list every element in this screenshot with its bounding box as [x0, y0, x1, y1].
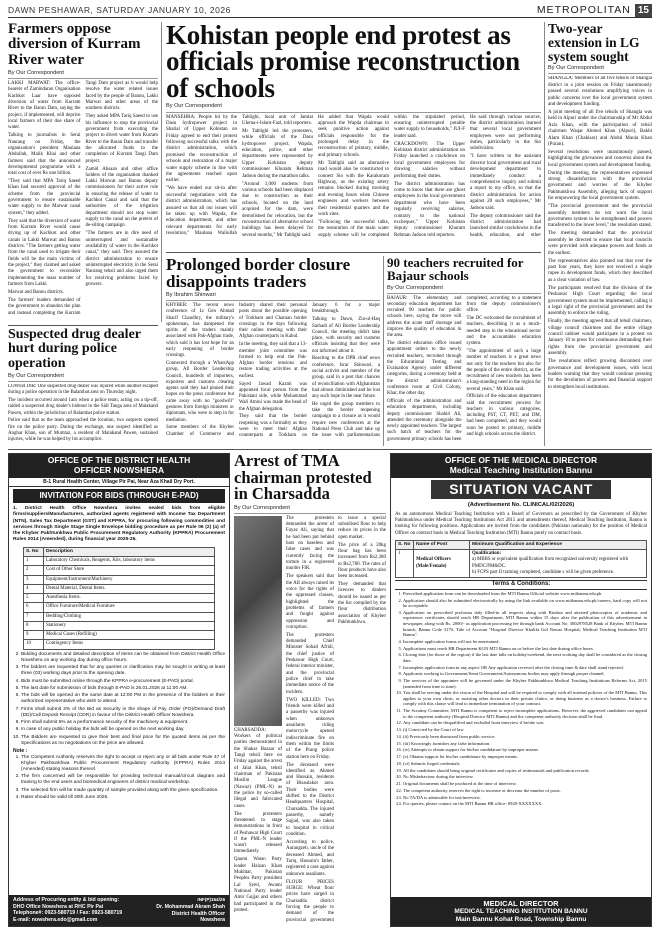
list-item: 12. Any candidate can be disqualified and excluded from interview if he/she was: — [403, 720, 647, 726]
ad-right-footer-1: MEDICAL DIRECTOR — [483, 899, 559, 909]
paragraph: Talking to Dawn, Zia-ul-Haq Sarhadi of All Border Leadership Council, the meeting didn't take place, with security and customs officials insisting that they were not informed about it. — [312, 317, 380, 354]
paragraph: MANSEHRA: People hit by the Dasu hydropower project in Shatial of Upper Kohistan on Friday agreed to end their protest following successful talks with the district administration, which promised the reconstruction of schools and restoration of a major water supply scheme in line with the agreements reached upon earlier. — [166, 114, 237, 184]
article-body-farmers — [8, 81, 158, 317]
ad-left-terms — [9, 652, 229, 747]
list-item: 6. The bids will be opened on the same date at 12:00 PM in the presence of the bidders or their authorized representative who wish to attend. — [21, 693, 225, 705]
ad-right-footer-3: Main Bannu Kohat Road, Township Bannu — [455, 916, 587, 924]
paragraph: "I have written to the assistant director local government and rural development department to immediately conduct a comprehensive inquiry and submit a report to my office, so that the district administration for action against 20 such employees," Mr Jadoon said. — [470, 154, 541, 211]
table-header: S. No — [24, 547, 44, 556]
byline-teachers: By Our Correspondent — [387, 285, 541, 294]
paragraph: "The farmers are in dire need of uninterrupted and sustainable availability of water in the Kachkot canal," they said. They assured the district administration to ensure uninterrupted electricity in the Serai Naurang tehsil and also urged them for resolving problems faced by growers. — [85, 231, 158, 287]
table-row — [24, 566, 215, 575]
table-header: Name of Post — [414, 540, 470, 549]
masthead — [8, 4, 652, 18]
list-item: 2. Application should also be submitted electronically by using the link available on www.mtibannu.edu.pk/careers, hard copy will not be acceptable. — [403, 598, 647, 609]
paragraph: They said that the border reopening was a formality as they were to meet their Afghan counterparts at Torkham on January 6 for a major breakthrough. — [239, 303, 380, 439]
byline-lg-system: By Our Correspondent — [548, 65, 652, 74]
byline-border: By Ibrahim Shinwari — [166, 292, 380, 301]
list-item: 5. Applications must reach HR Department KGN MTI Bannu on or before the last date during office hours. — [403, 646, 647, 652]
headline-farmers: Farmers oppose diversion of Kurram River water — [8, 22, 141, 68]
ad-left-footer-line: Address of Procuring entity & bid opening: — [13, 896, 120, 903]
table-cell: Laboratory Chemicals, Reagents, Kits, laboratory items — [44, 557, 215, 566]
paragraph: Mr Tablighi said an alternative road would also be constructed to connect Sio with the Karakoram Highway, as the existing artery remains blocked during morning and evening hours when Chinese engineers and workers between their residential quarters and the work sites. — [318, 160, 389, 217]
table-row — [24, 603, 215, 612]
table-cell: Office Furniture/Medical Furniture — [44, 603, 215, 612]
headline-lg-system: Two-year extension in LG system sought — [548, 22, 640, 64]
table-row — [24, 612, 215, 621]
list-item: 23. No TA/DA is admissible for test/interview. — [403, 795, 647, 801]
paragraph: The incident occurred around 1am when a police team, acting on a tip-off, raided a suspected drug dealer's hideout in the Sidi Tanga area of Malakand Pawen, within the jurisdiction of Balambat police station. — [8, 398, 158, 416]
ad-left-footer — [9, 895, 229, 926]
ad-right-header-2: Medical Teaching Institution Bannu — [449, 464, 593, 475]
table-header: S. No — [396, 540, 414, 549]
table-row — [24, 584, 215, 593]
article-farmers — [8, 22, 158, 322]
paragraph: Reacting to the DPR chief news conference, Israr Shinwari, a social activist and member of the group, said in a post that chances of reconciliation with Afghanistan had almost diminished and he lost any such hope in the near future. — [312, 356, 380, 400]
paragraph: The protesters demanded the arrest of Fayaz Ali, saying that he had been put behind bars on baseless and false cases and was currently facing the torture in a registered murder FIR. — [286, 515, 334, 572]
ad-right-footer-2: MEDICAL TEACHING INSTITUTION BANNU — [454, 908, 588, 916]
ad-left-footer-line: E-mail: nowshera.edo@gmail.com — [13, 917, 98, 924]
list-item: 7. Incomplete application form in any aspect OR Any application received after the closing time & date shall stand rejected. — [403, 665, 647, 671]
table-cell: 1 — [24, 557, 44, 566]
table-cell: 1 — [396, 550, 414, 578]
table-cell: 9 — [24, 631, 44, 640]
table-row — [396, 550, 647, 578]
list-item: 16. (iv) Attempts to obtain support for his/her candidature by improper means. — [403, 747, 647, 753]
list-item: 8. Applicants working in Government/Semi Government/Autonomous bodies may apply through proper channel. — [403, 671, 647, 677]
ad-right-intro: As an autonomous Medical Teaching Institution with a Board of Governors as prescribed by the Government of Khyber Pakhtunkhwa under Medical Teaching Institutions Act 2015 and amendments thereof, Medical Teaching Institution, Bannu is looking for following positions. Applications are invited from the candidates (Pakistan nationals) for the position of Medical Officer on contract basis in Medical Teaching Institution (MTI) Bannu purely on contract basis. — [395, 511, 647, 536]
paragraph: The DC welcomed the recruitment of teachers, describing it as a much-needed step in the educational sector and the accountable education system. — [466, 316, 541, 347]
paragraph: "The appointment of such a large number of teachers is a great news not only for the teachers but also for the people of the entire district, as the recruitment of new teachers has been a long-standing need in the region for several years," Mr Khan said. — [466, 348, 541, 392]
list-item: 5. The last date for submission of bids through E-PAD is 26.01.2026 at 11:00 AM. — [21, 686, 225, 692]
paragraph: During the meeting, the representatives expressed strong dissatisfaction with the provincial government and worries of the Khyber Pakhtunkhwa Assembly, alleging lack of support for empowering the local government system. — [548, 170, 652, 202]
table-cell: 4 — [24, 584, 44, 593]
section-rule — [8, 449, 652, 450]
list-item: 21. Original documents shall be produced at the time of interview. — [403, 781, 647, 787]
headline-border: Prolonged border closure disappoints traders — [166, 256, 351, 291]
paragraph: BAJAUR: The elementary and secondary education department has recruited 90 teachers for public schools here, saying the move will address the acute staff shortage and improve the quality of education in the area. — [387, 295, 462, 339]
list-item: 4. Incomplete application forms will not be entertained. — [403, 639, 647, 645]
paragraph: A joint meeting of all five tehsils of Shangla was held in Alpuri under the chairmanship of Mr Abdul Aziz Khan, with the participation of tehsil chairmen Waqar Ahmed Khan (Alpuri), Bakht Alam Khan (Chakisar) and Abdul Maula Khan (Puran). — [548, 110, 652, 147]
column-rule — [383, 256, 384, 446]
paragraph: The deputy commissioner said the district administration had launched similar crackdowns in the health, education, and other — [470, 213, 541, 238]
table-row — [24, 575, 215, 584]
article-lg-system — [548, 22, 652, 446]
article-kohistan — [166, 22, 541, 250]
list-item: 22. The competent authority reserves the right to increase or decrease the number of posts. — [403, 788, 647, 794]
qualification-title: Qualification: — [472, 551, 502, 557]
ad-left-header-1: OFFICE OF THE DISTRICT HEALTH — [47, 455, 191, 465]
list-item: 3. The bidders are requested that for any queries or clarification may be sought in writing at least three (03) working days prior to the opening date. — [21, 665, 225, 677]
page-number: 15 — [635, 4, 652, 17]
paragraph: The representatives also pointed out that over the past four years, they have not received a single rupee in development funds, which they described as a clear violation of law. — [548, 258, 652, 283]
paragraph: The protesters demanded Chief Minister Sohail Afridi, the chief justice of Peshawar High Court, federal interior minister, and the provincial police chief to take immediate notice of the incident. — [286, 632, 334, 695]
table-cell: Medical Officers (Male/Female) — [414, 550, 470, 578]
paragraph: Police said that as the team approached the location, two suspects opened fire on the police party. During the exchange, one suspect identified as Anghar Khan, son of Mumtaz, a resident of Malakand Pawen, sustained injuries, while he was helped by his accomplice. — [8, 418, 158, 443]
byline-drug-dealer: By Our Correspondent — [8, 373, 158, 382]
paragraph: The protesters threatened to stage demonstrations in front of Peshawar High Court if the PML-N leader wasn't released immediately. — [234, 811, 282, 855]
byline-tma-chairman: By Our Correspondent — [234, 505, 386, 514]
paragraph: Officials of the education department said the recruitment process for teachers in various categories, including PST, CT, PET, and DM, had been completed, and they would soon be posted to primary, middle and high schools across the district. — [466, 394, 541, 438]
headline-kohistan: Kohistan people end protest as officials promise reconstruction of schools — [166, 22, 520, 103]
table-cell: Cost of Other Store — [44, 566, 215, 575]
paragraph: According to police, Aurangzeb, uncle of the deceased Ahmed, and Tariq, Hussain's father, registered a case against unknown assailants. — [286, 840, 334, 877]
table-row — [24, 557, 215, 566]
paragraph: He said through various sources, the district administration learned that several local government employees were not performing duties, particularly in the Sio subdivision. — [470, 114, 541, 152]
paragraph: FLOUR PRICES SURGE: Wheat flour prices have surged in Charsadda district forcing the people to demand of the provincial government to issue a special subsidised flour to help reduce its prices in the open market. — [286, 515, 386, 923]
table-cell: 8 — [24, 621, 44, 630]
list-item: 3. Application on prescribed proforma duly filled-in all respects along with Biodata and attested photocopies of academic and experience certificates should reach HR Department, MTI Bannu within 15 days after the publication of this advertisement in newspaper, along with Rs. 2000/- as application processing fee through bank Account No. 3002978528 Bank of Khyber, MTI Bannu branch, Bannu Code 3170, Title of Account "Hospital Director Khalifa Gul Nawaz Hospital, Medical Teaching Institution MTI Bannu". — [403, 610, 647, 638]
paragraph: The resolutions reflect growing discontent over governance and development issues, with local leaders warning that they would continue pressing for the devolution of powers and financial support to strengthen local institutions. — [548, 359, 652, 390]
paragraph: SHANGLA: Members of all five tehsils of Shangla district in a joint session on Friday unanimously passed several resolutions amplifying voices in public concerns over the local government system and development funding. — [548, 76, 652, 108]
article-drug-dealer — [8, 328, 158, 446]
paragraph: CHARSADDA: Workers of political parties demonstrated in the Shakar Bazaar of Tangi tehsil here on Friday against the arrest of Jalat Khan, tehsil chairman of Pakistan Muslim League (Nawaz) (PML-N) as the police by so-called illegal and fabricated cases. — [234, 727, 282, 809]
paragraph: He added that Wapda would approach the Wapda chairman to seek punitive action against officials responsible for the prolonged delay in the reconstruction of primary, middle, and primary schools. — [318, 114, 389, 158]
paragraph: They said that the diversion of water from Kurram River would cause drying up of Kachkot and other canals in Lakki Marwat and Bannu districts. "The farmers getting water from the canal used to irrigate their fields will be the main victims of the project," they claimed and asked the government to reconsider implementing the mass number of farmers from Lakki — [8, 218, 81, 287]
ad-left-notes — [9, 755, 229, 801]
paragraph: Mr Tablighi led the protesters, while officials of the Dasu hydropower project, Wapda, education, police, and other departments were represented by Upper Kohistan deputy commissioner Khuram Rehman Jadoon during the marathon talks. — [242, 128, 313, 179]
paragraph: "The provincial government and the provincial assembly members do not want the local government system to be strengthened and powers transferred to the lower level," the resolution stated. — [548, 204, 652, 229]
ad-left-header-2: OFFICER NOWSHERA — [73, 464, 165, 475]
ad-right-header — [391, 454, 651, 478]
table-cell: Equipment/Instrument/Machinery — [44, 575, 215, 584]
paragraph: Zamid Ahsaan and other office holders of the organisation thanked Lakki Marwat and Bannu deputy commissioners for their active role in ensuring the release of water to Kachkot Canal and said that the authorities of the irrigation department should not stop water supply to the canal on the pretext of de-silting campaign. — [85, 166, 158, 229]
ad-right-terms-title: Terms & Conditions: — [395, 580, 647, 590]
list-item: 17. (v) Obtains support for his/her candidature by improper means. — [403, 754, 647, 760]
list-item: 9. The services of the appointee will be governed under the Khyber Pakhtunkhwa Medical Teaching Institutions Reforms Act, 2015 (amended from time to time). — [403, 678, 647, 689]
paper-dateline: DAWN PESHAWAR, SATURDAY JANUARY 10, 2026 — [8, 5, 231, 16]
ad-mti-bannu — [390, 453, 652, 927]
ad-left-footer-line: DHO Office Nowshera at RHC Pir Pai — [13, 903, 104, 910]
ad-right-terms — [391, 590, 651, 807]
list-item: 1. Prescribed application form can be downloaded from the MTI Bannu Official website www.mtibannu.edu.pk — [403, 591, 647, 597]
list-item: 13. (i) Convicted by the Court of law — [403, 727, 647, 733]
paragraph: "We have ended our sit-in after successful negotiations with the district administration, which has assured us that all our issues will be taken up with Wapda, the education department, and other relevant departments for early resolution," Maulana Waliullah Tablighi, local unit of Jamiat Ulema-i-Islam-Fazl, told reporters. — [166, 114, 313, 237]
paragraph: Qaumi Watan Party leader Haizan Khan Mukhtar, Pakistan Peoples Party president Lal Syed, Awami National Party leader Amir Gujjar and others had participated in the protest. — [234, 857, 282, 914]
paragraph: Talking to journalists in Serai Naurang on Friday, the organisation's president Maulana Abdullah, Malik Khai and other farmers said that the announced developmental programme with a total cost of over Rs one billion. — [8, 133, 81, 177]
list-item: 10. The Bidders are requested to give their best and final price for the quoted items as per the Specifications as no negotiations on the price are allowed. — [21, 735, 225, 747]
table-cell: Stationery — [44, 621, 215, 630]
paragraph: The meeting demanded that the provincial assembly be directed to ensure that local councils were provided with adequate powers and funds at the earliest. — [548, 231, 652, 256]
ad-right-adv-no: (Advertisement No. CLINICAL/02/2026) — [467, 502, 575, 509]
ad-right-footer — [391, 897, 651, 926]
qualification-b: b) FCPS part II training completed, candidate s will be given preference. — [472, 569, 615, 575]
table-cell: 5 — [24, 594, 44, 603]
paragraph: CRACKDOWN: The Upper Kohistan district administration on Friday launched a crackdown on local government employees for drawing salaries without performing their duties. — [394, 141, 465, 179]
ad-right-post-table — [395, 540, 647, 578]
byline-farmers: By Our Correspondent — [8, 70, 158, 79]
paragraph: "They said that MPA Tariq Saeed Khan had secured approval of the scheme from the provincial government to ensure sustainable water supply to the Marwat canal system," they added. — [8, 179, 81, 216]
ad-left-signatory: Dr. Mohammad Akram Shah — [156, 903, 225, 910]
paragraph: Finally, the meeting agreed that all tehsil chairmen, village council chairmen and the entire village council cabinet would participate in a protest on January 10 to press for continuous demanding their rights from the provincial government and assembly. — [548, 319, 652, 357]
paragraph: The district administration has come to know that there are ghost employees in the local government department who have been regularly receiving salaries, contrary to the national exchequer," Upper Kohistan deputy commissioner Khuram Rehman Jadoon told reporters. — [394, 181, 465, 238]
paragraph: The deceased were identified as Ahmed and Hussain, residents of Bisaulakot area. Their bodies were shifted to the District Headquarters Hospital, Charsadda. The injured passerby, namely Sajjad, was also taken to hospital in critical condition. — [286, 762, 334, 838]
ad-right-title: SITUATION VACANT — [431, 480, 611, 500]
ad-left-intro: 1. District Health Office Nowshera invites sealed bids from eligible firms/suppliers/Manufacturers, authorized agents registered with Income Tax Department (NTN), Sales Tax Department (GST) and KPPRA, for procuring following commodities and services through Single Stage Single Envelope bidding procedure as per Rule 06 (2) (a) of the Khyber Pakhtunkhwa Public Procurement Regulatory Authority (KPPRA) Procurement Rules 2014 (Amended), during financial year 2025-26. — [13, 506, 225, 543]
article-body-border — [166, 303, 380, 443]
list-item: 6. Closing date (for those of the region) if the last date falls on holiday/weekend, the next working day shall be considered as the closing date. — [403, 652, 647, 663]
section-rule — [8, 325, 158, 326]
table-cell: 6 — [24, 603, 44, 612]
table-row — [24, 594, 215, 603]
column-rule — [544, 22, 545, 446]
paragraph: Several resolutions were unanimously passed, highlighting the grievances and concerns about the local government system and development funding. — [548, 149, 652, 168]
section-title: METROPOLITAN — [536, 3, 631, 16]
article-body-teachers — [387, 296, 541, 446]
paragraph: Officials of the administration and education departments, including deputy commissioner Shahid Ali, attended the ceremony alongside the newly appointed teachers. The largest such batch of teachers for the government primary schools has been completed, according to a statement from the deputy commissioner's office. — [387, 295, 541, 442]
headline-drug-dealer: Suspected drug dealer hurt during police operation — [8, 328, 141, 371]
list-item: 3. The selected firm will be made quantity of sample provided along with the given specification. — [21, 788, 225, 794]
list-item: 1. The Competent Authority reserves the right to accept or reject any or all bids under Rule 47 of Khyber Pakhtunkhwa Public Procurement Regulatory Authority (KPPRA) Rules 2014 (Amended) stating reasons thereof. — [21, 755, 225, 773]
table-cell: 7 — [24, 612, 44, 621]
list-item: 15. (iii) Knowingly furnishes any false information. — [403, 741, 647, 747]
paragraph: The price of a 20kg flour bag has been increased from Rs2,380 to Rs2,780. The rates of flour products have also been increased. — [338, 542, 386, 580]
ad-left-header — [9, 454, 229, 478]
section-rule — [166, 252, 541, 253]
headline-teachers: 90 teachers recruited for Bajaur schools — [387, 256, 524, 284]
list-item: 7. Firms shall submit 2% of the Bid as Security in the shape of Pay Order (PO)/Demand Draft (DD)/Call Deposit Receipt (CDR) in favour of the District Health Officer Nowshera. — [21, 707, 225, 719]
table-cell: 10 — [24, 640, 44, 649]
ad-left-address: B-1 Rural Health Center, Village Pir Pai, Near Aza Khail Dry Port. — [9, 478, 229, 487]
ad-dho-nowshera — [8, 453, 230, 927]
ad-left-ref: INF(P)154/26 — [197, 896, 225, 902]
paragraph: The participants resolved that the division of the Peshawar High Court regarding the local government system must be implemented, calling it a legal right of the provincial government and the assembly to enforce the ruling. — [548, 285, 652, 317]
list-item: 4. Bids must be submitted online through the KPPRA e-procurement (E-PAD) portal. — [21, 679, 225, 685]
paragraph: Connected through a WhatsApp group, All Border Leadership Council, hundreds of importers, exporters and customs clearing agents said they had pinned their hopes on the press conference but came away with no "goodwill" gestures from foreign ministers or diplomats, who were to step in for mediation. — [166, 361, 234, 423]
paragraph: They demanded that licences to dealers should be issued as per the list compiled by the flour distribution association of Khyber Pakhtunkhwa. — [338, 582, 386, 626]
paragraph: TWO KILLED: Two friends were killed and a passerby was injured when unknown assailants riding motorcycle opened indiscriminate fire on them within the limits of the Prang police station here on Friday. — [286, 697, 334, 760]
list-item: 9. In case of any public holiday the bids will be opened on the next working day. — [21, 727, 225, 733]
paragraph: The farmers' leaders demanded of the government to abandon the plan and instead completing the Kurram Tangi Dam project as it would help resolve the water related issues faced by the people of Bannu, Lakki Marwat and other areas of the southern districts. — [8, 81, 158, 316]
table-cell: Dental Material, Dental Items. — [44, 584, 215, 593]
list-item: 24. For queries, please contact on the MTI Bannu HR office: 0928-XXXXXXX. — [403, 801, 647, 807]
paragraph: "Following the successful talks, the restoration of the main water supply scheme will be completed within the stipulated period, ensuring uninterrupted potable water supply to households," JUI-F leader said. — [318, 114, 465, 238]
qualification-a: a) MBBS or equivalent qualification from recognized university registered with PMDC/PM&DC. — [472, 557, 629, 569]
table-cell: Contingency Items — [44, 640, 215, 649]
ad-left-title: INVITATION FOR BIDS (THROUGH E-PAD) — [13, 489, 225, 503]
paragraph: In the meeting, they said that a 13-member joint committee was formed to help end the Pak-Afghan border tensions and restore trading activities at the earliest. — [239, 342, 307, 379]
list-item: 2. The firm concerned will be responsible for providing technical manual/circuit diagram and training to the end users and biomedical engineers of district medical workshop. — [21, 774, 225, 786]
ad-right-header-1: OFFICE OF THE MEDICAL DIRECTOR — [444, 455, 598, 465]
table-cell: Medical Gases (Refilling) — [44, 631, 215, 640]
table-header: Description — [44, 547, 215, 556]
table-row — [24, 631, 215, 640]
article-border — [166, 256, 380, 446]
list-item: 19. All the candidates should bring original certificates and copies of testimonials and publication records. — [403, 768, 647, 774]
paragraph: LAKKI MARWAT: The office-bearers of Zamindaran Organisation Kachkot Laar have opposed diversion of water from Kurram River to the Baran Dam, saying the project, if implemented, will deprive local farmers of their due share of water. — [8, 81, 81, 131]
article-body-lg-system — [548, 76, 652, 446]
table-row — [24, 640, 215, 649]
paragraph: The speakers said that the AII always raised its voice for the rights of the oppressed classes, highlighted the problems of farmers and fought against oppression and corruption. — [286, 574, 334, 630]
paragraph: They asked MPA Tariq Saeed to use his influence to stop the provincial government from executing the project to divert water from Kurram River to the Baran Dam and transfer the allocated funds to the completion of Kurram Tangi Dam project. — [85, 114, 158, 164]
paragraph: Sayed Jawad Kazmi was appointed focal person from the Pakistani side, while Mohammad Wali Amini was made the head of the Afghan delegation. — [239, 381, 307, 412]
headline-tma-chairman: Arrest of TMA chairman protested in Charsadda — [234, 453, 372, 503]
paragraph: "Around 1,000 students from various schools had been displaced due to construction as their schools, located on the land acquired for the dam, were demolished for relocation, but the reconstruction of alternative school buildings has been delayed for several months," Mr Tablighi said. — [242, 181, 313, 238]
paragraph: LOWER DIR: One suspected drug dealer was injured while another escaped during a police operation in the Balambat area on Thursday night. — [8, 383, 158, 396]
ad-left-signatory-place: Nowshera — [200, 917, 225, 924]
ad-left-items-table — [23, 547, 215, 650]
paragraph: Marwat and Bannu districts. — [8, 289, 64, 295]
article-body-kohistan — [166, 115, 541, 243]
article-tma-chairman — [234, 453, 386, 927]
table-row — [24, 621, 215, 630]
ad-left-signatory-title: District Health Officer — [171, 910, 225, 917]
list-item: 8. Firm shall submit 5% as a performance security of the machinery & equipment. — [21, 720, 225, 726]
list-item: 2. Bidding documents and detailed description of items can be obtained from District Health Office Nowshera on any working day during office hours. — [21, 652, 225, 664]
table-cell: Bedding/Clothing — [44, 612, 215, 621]
list-item: 10. You shall be serving under the vision of the Hospital and will be required to comply with all internal policies of the MTI Bannu. This applies to your own clinic, or assisting other doctors in their private clinics, or doing business as a doctor's business. Failure to comply with this clause will lead to immediate termination of your contract. — [403, 690, 647, 707]
paragraph: The district education office issued appointment orders to the newly recruited teachers, recruited through the Educational Testing and Evaluation Agency under different categories, during a ceremony held at the district administration's conference room at Civil Colony, Khar, the other day. — [387, 341, 462, 397]
article-body-tma-chairman — [234, 516, 386, 926]
table-cell — [470, 550, 647, 578]
list-item: 4. Rates should be valid till 30th June 2026. — [21, 795, 225, 801]
ad-left-note-label: Note : — [13, 748, 28, 755]
table-cell: 2 — [24, 566, 44, 575]
paragraph: He urged the group members to take the border reopening campaign to a closure as it would require new conferences at the National Press Club and take up the issue with parliamentarians — [312, 401, 380, 439]
ad-left-footer-line: Telephone#: 0923-580719 / Fax: 0923-580719 — [13, 910, 123, 917]
article-teachers — [387, 256, 541, 446]
article-body-drug-dealer — [8, 384, 158, 446]
list-item: 11. The Scrutiny Committee, MTI Bannu is competent to reject incomplete applications. However, the aggrieved candidates can appeal to the competent authority (Hospital Director MTI Bannu) and the competent authority decision shall be final. — [403, 708, 647, 719]
byline-kohistan: By Our Correspondent — [166, 103, 541, 112]
table-cell: 3 — [24, 575, 44, 584]
paragraph: Some members of the Khyber Chamber of Commerce and Industry shared their personal posts about the possible opening of Torkham and Chaman border crossings in the days following their online meeting with their Afghan counterparts in Kabul. — [166, 303, 307, 437]
paragraph: KHYBER: The recent news conference of Lt Gen Ahmad Sharif Chaudhry, the military's spokesman, has dampened the spirits of the traders mainly associated with Pak-Afghan trade, which said it has lost hope for an early reopening of border crossings. — [166, 303, 234, 359]
table-cell: Anesthesia Items. — [44, 594, 215, 603]
column-rule — [161, 22, 162, 322]
list-item: 20. No Misbehaviour during the interview. — [403, 774, 647, 780]
table-header: Minimum Qualification and Experience — [470, 540, 647, 549]
list-item: 14. (ii) Previously been dismissed from public service. — [403, 734, 647, 740]
list-item: 18. (vi) Submits forged credentials. — [403, 761, 647, 767]
